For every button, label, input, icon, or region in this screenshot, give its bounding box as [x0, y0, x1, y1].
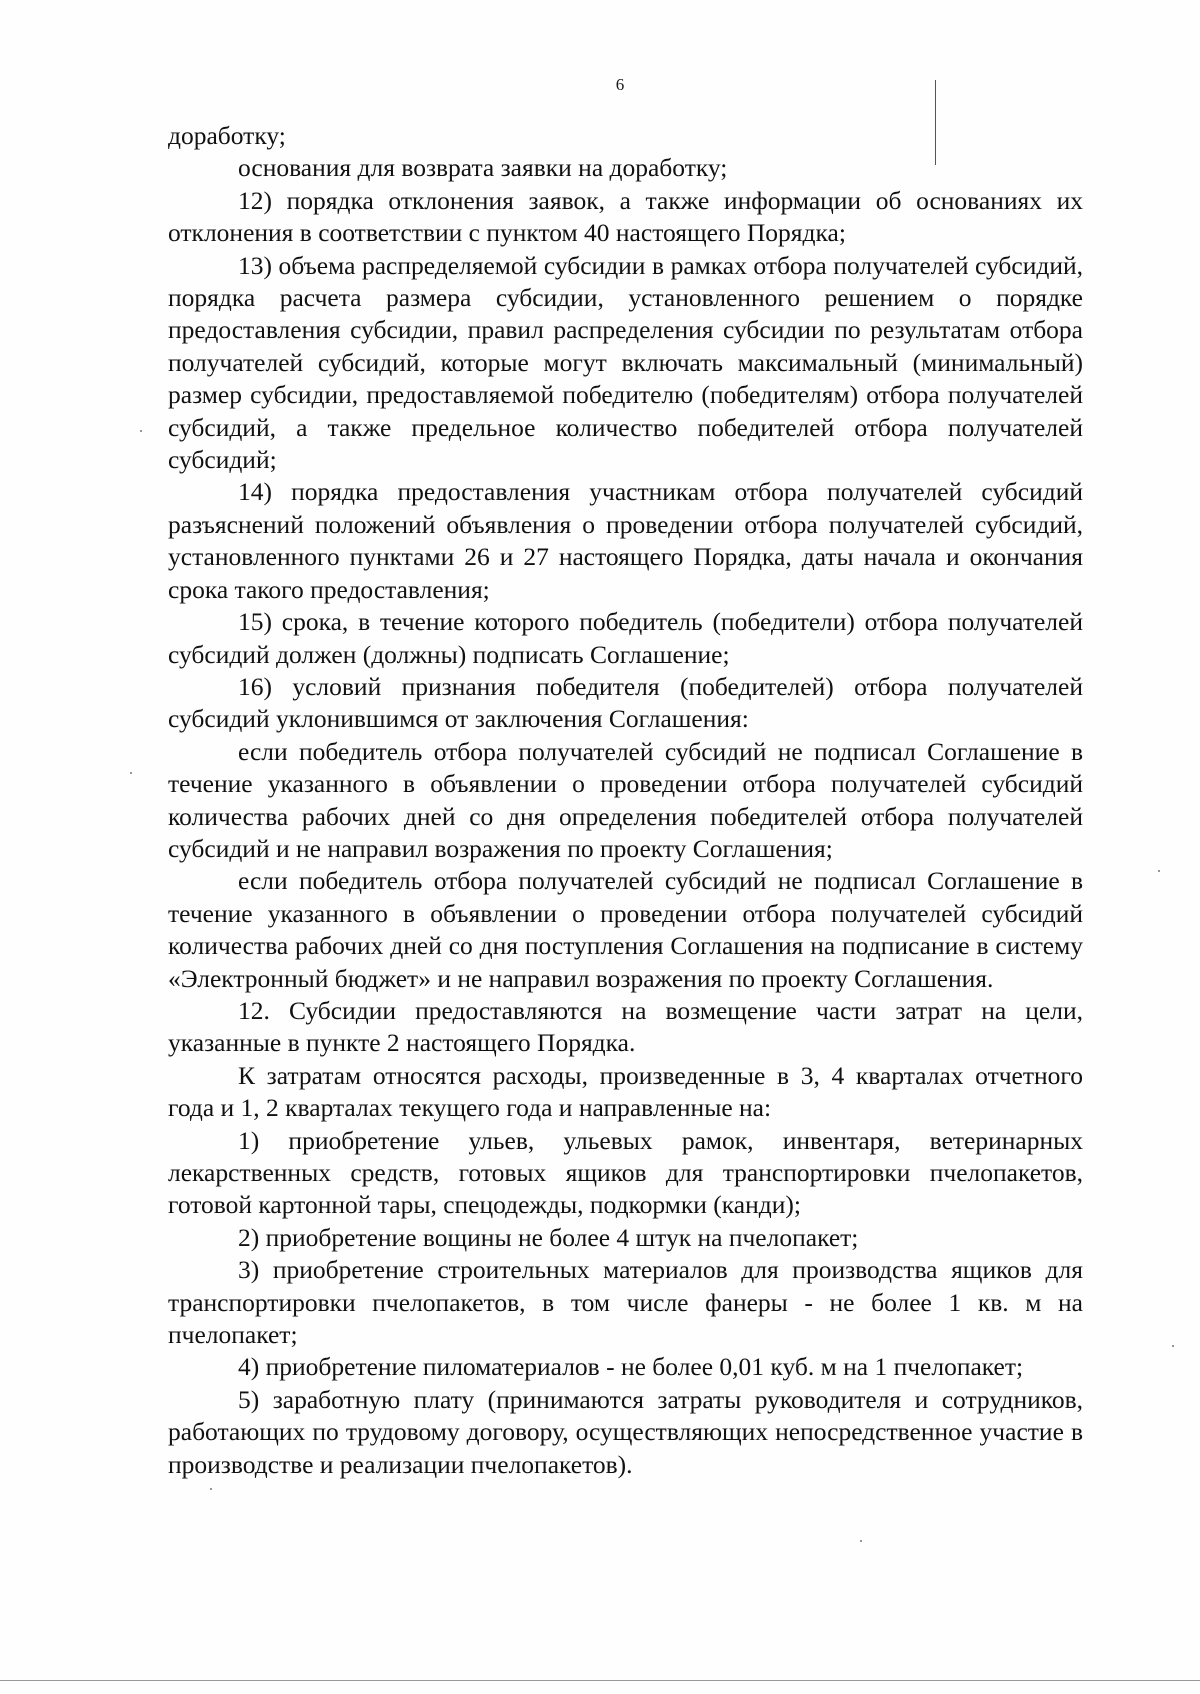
paragraph: если победитель отбора получателей субсидий не подписал Соглашение в течение указанного в объявлении о проведении отбора получателей субсидий количества рабочих дней со дня поступления Соглашения на подписание в систему «Электронный бюджет» и не направил возражения по проекту Соглашения.	[168, 866, 1083, 993]
scan-speck	[140, 430, 142, 432]
scan-speck	[860, 1540, 862, 1542]
paragraph: 3) приобретение строительных материалов для производства ящиков для транспортировки пчелопакетов, в том числе фанеры - не более 1 кв. м на пчелопакет;	[168, 1255, 1083, 1350]
scan-speck	[130, 772, 132, 774]
paragraph: 12. Субсидии предоставляются на возмещение части затрат на цели, указанные в пункте 2 настоящего Порядка.	[168, 995, 1083, 1058]
paragraph: основания для возврата заявки на доработку;	[238, 153, 728, 183]
paragraph: 5) заработную плату (принимаются затраты руководителя и сотрудников, работающих по трудовому договору, осуществляющих непосредственное участие в производстве и реализации пчелопакетов).	[168, 1384, 1083, 1479]
paragraph: 4) приобретение пиломатериалов - не более 0,01 куб. м на 1 пчелопакет;	[238, 1352, 1024, 1382]
paragraph: 2) приобретение вощины не более 4 штук на пчелопакет;	[238, 1222, 859, 1252]
scan-speck	[1158, 870, 1160, 872]
paragraph: 12) порядка отклонения заявок, а также информации об основаниях их отклонения в соответствии с пунктом 40 настоящего Порядка;	[168, 185, 1083, 248]
paragraph: 14) порядка предоставления участникам отбора получателей субсидий разъяснений положений объявления о проведении отбора получателей субсидий, установленного пунктами 26 и 27 настоящего Порядка, даты начала и окончания срока такого предоставления;	[168, 477, 1083, 604]
paragraph: 13) объема распределяемой субсидии в рамках отбора получателей субсидий, порядка расчета размера субсидии, установленного решением о порядке предоставления субсидии, правил распределения субсидии по результатам отбора получателей субсидий, которые могут включать максимальный (минимальный) размер субсидии, предоставляемой победителю (победителям) отбора получателей субсидий, а также предельное количество победителей отбора получателей субсидий;	[168, 250, 1083, 475]
paragraph: доработку;	[168, 121, 286, 150]
scan-bottom-edge	[0, 1680, 1200, 1681]
paragraph: К затратам относятся расходы, произведенные в 3, 4 кварталах отчетного года и 1, 2 кварталах текущего года и направленные на:	[168, 1060, 1083, 1123]
paragraph: 15) срока, в течение которого победитель (победители) отбора получателей субсидий должен (должны) подписать Соглашение;	[168, 607, 1083, 669]
scan-speck	[1172, 1345, 1174, 1347]
document-body	[168, 120, 1083, 1481]
paragraph: 1) приобретение ульев, ульевых рамок, инвентаря, ветеринарных лекарственных средств, готовых ящиков для транспортировки пчелопакетов, готовой картонной тары, спецодежды, подкормки (канди);	[168, 1125, 1083, 1220]
paragraph: если победитель отбора получателей субсидий не подписал Соглашение в течение указанного в объявлении о проведении отбора получателей субсидий количества рабочих дней со дня определения победителей отбора получателей субсидий и не направил возражения по проекту Соглашения;	[168, 736, 1083, 863]
paragraph: 16) условий признания победителя (победителей) отбора получателей субсидий уклонившимся от заключения Соглашения:	[168, 671, 1083, 734]
scan-speck	[210, 1488, 212, 1490]
page-number: 6	[615, 75, 625, 94]
